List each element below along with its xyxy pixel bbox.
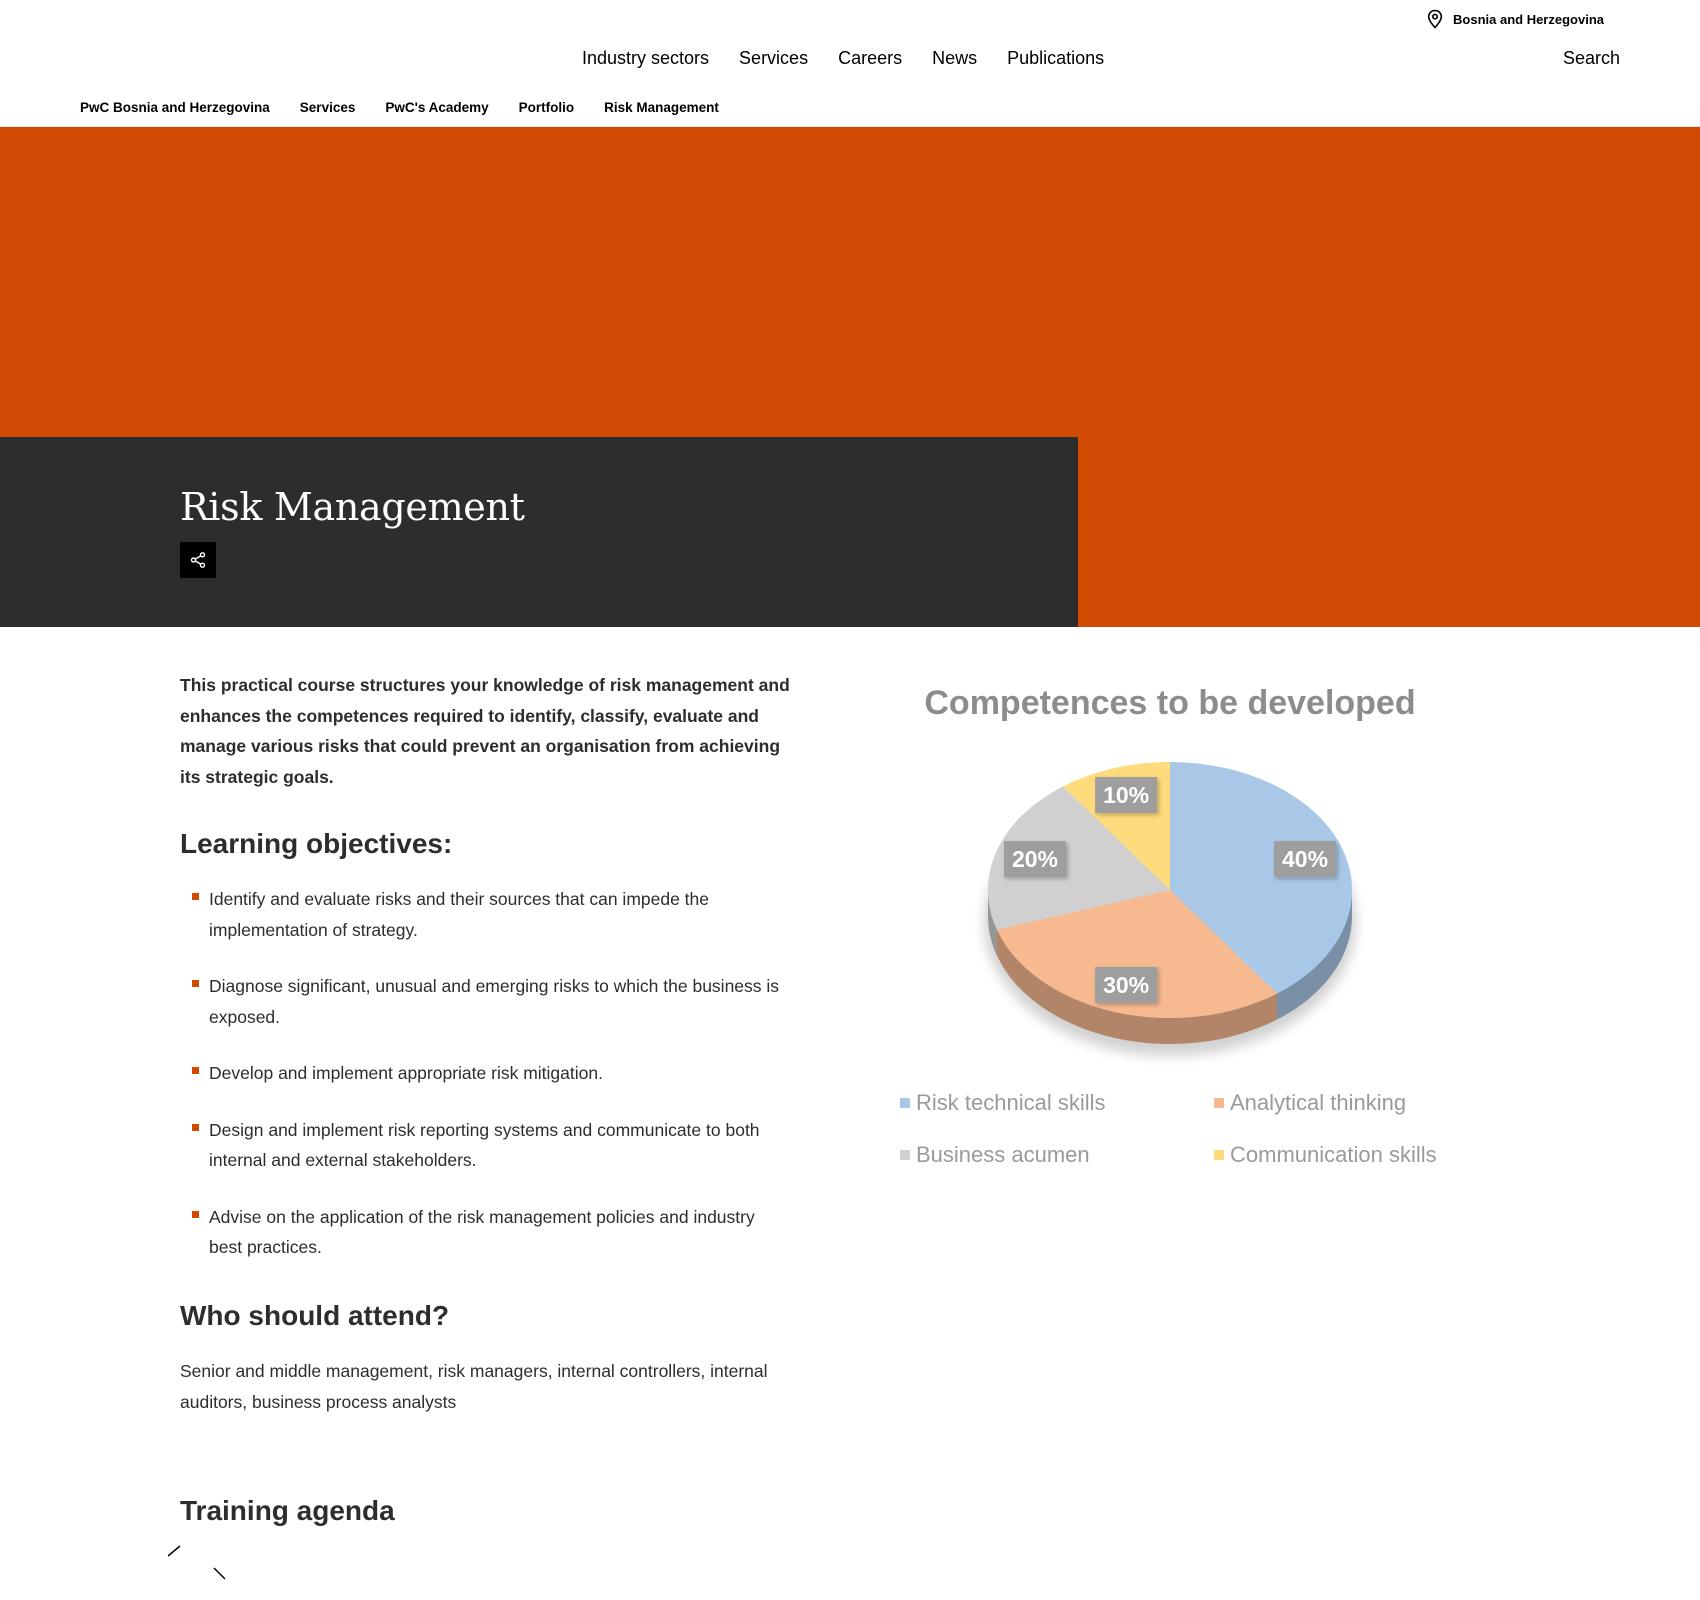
data-label-text: 30% [1103,971,1150,998]
share-icon [189,551,207,569]
legend-swatch [1214,1150,1224,1160]
legend-item [1214,1142,1464,1168]
data-label-text: 40% [1281,846,1329,873]
nav-item-careers[interactable]: Careers [838,48,903,68]
location-selector[interactable] [1425,9,1604,29]
search-link[interactable]: Search [1562,48,1620,68]
list-item: Design and implement risk reporting systems and communicate to both internal and external stakeholders. [192,1115,792,1176]
breadcrumb-item-risk-management[interactable]: Risk Management [604,100,719,115]
intro-text: This practical course structures your knowledge of risk management and enhances the competences required to identify, classify, evaluate and manage various risks that could prevent an organisation from achieving its strategic goals. [180,675,790,787]
legend-item [900,1090,1214,1116]
who-should-attend-heading: Who should attend? [180,1300,450,1331]
main-content [180,670,790,1526]
top-bar [0,0,1700,38]
list-item: Develop and implement appropriate risk mitigation. [192,1058,792,1089]
learning-objectives-list [192,884,792,1289]
location-label: Bosnia and Herzegovina [1453,11,1604,27]
legend-swatch [900,1098,910,1108]
main-nav [0,48,1700,74]
expand-toggle-icon[interactable] [168,1542,238,1582]
breadcrumb [80,100,749,115]
data-label-text: 10% [1103,782,1150,809]
data-label [1095,777,1157,813]
page-title: Risk Management [180,485,525,529]
breadcrumb-item-services[interactable]: Services [299,100,356,115]
data-label [1095,967,1157,1003]
legend-item [1214,1090,1464,1116]
data-label [1004,841,1066,877]
who-should-attend-text: Senior and middle management, risk managers, internal controllers, internal auditors, business process analysts [180,1361,768,1412]
chart-legend [900,1090,1460,1168]
hero-title-panel [0,437,1078,627]
legend-label: Communication skills [1230,1142,1437,1167]
legend-label: Business acumen [916,1142,1090,1167]
legend-label: Risk technical skills [916,1090,1106,1115]
training-agenda-heading: Training agenda [180,1495,395,1526]
legend-item [900,1142,1214,1168]
data-label [1274,841,1336,877]
list-item: Identify and evaluate risks and their sources that can impede the implementation of strategy. [192,884,792,945]
share-button[interactable] [180,542,216,578]
list-item: Diagnose significant, unusual and emerging risks to which the business is exposed. [192,971,792,1032]
nav-item-publications[interactable]: Publications [1007,48,1105,68]
legend-label: Analytical thinking [1230,1090,1407,1115]
breadcrumb-item-home[interactable]: PwC Bosnia and Herzegovina [80,100,270,115]
legend-swatch [900,1150,910,1160]
chart-title: Competences to be developed [924,684,1416,722]
data-label-text: 20% [1011,846,1059,873]
hero-banner [0,127,1700,627]
competences-chart [880,672,1460,1192]
learning-objectives-heading: Learning objectives: [180,828,453,859]
nav-item-services[interactable]: Services [739,48,809,68]
list-item: Advise on the application of the risk management policies and industry best practices. [192,1202,792,1263]
legend-swatch [1214,1098,1224,1108]
pie-chart [880,672,1460,1112]
nav-item-industry-sectors[interactable]: Industry sectors [582,48,710,68]
breadcrumb-item-academy[interactable]: PwC's Academy [385,100,489,115]
nav-item-news[interactable]: News [932,48,978,68]
breadcrumb-item-portfolio[interactable]: Portfolio [518,100,575,115]
location-pin-icon [1425,9,1445,29]
